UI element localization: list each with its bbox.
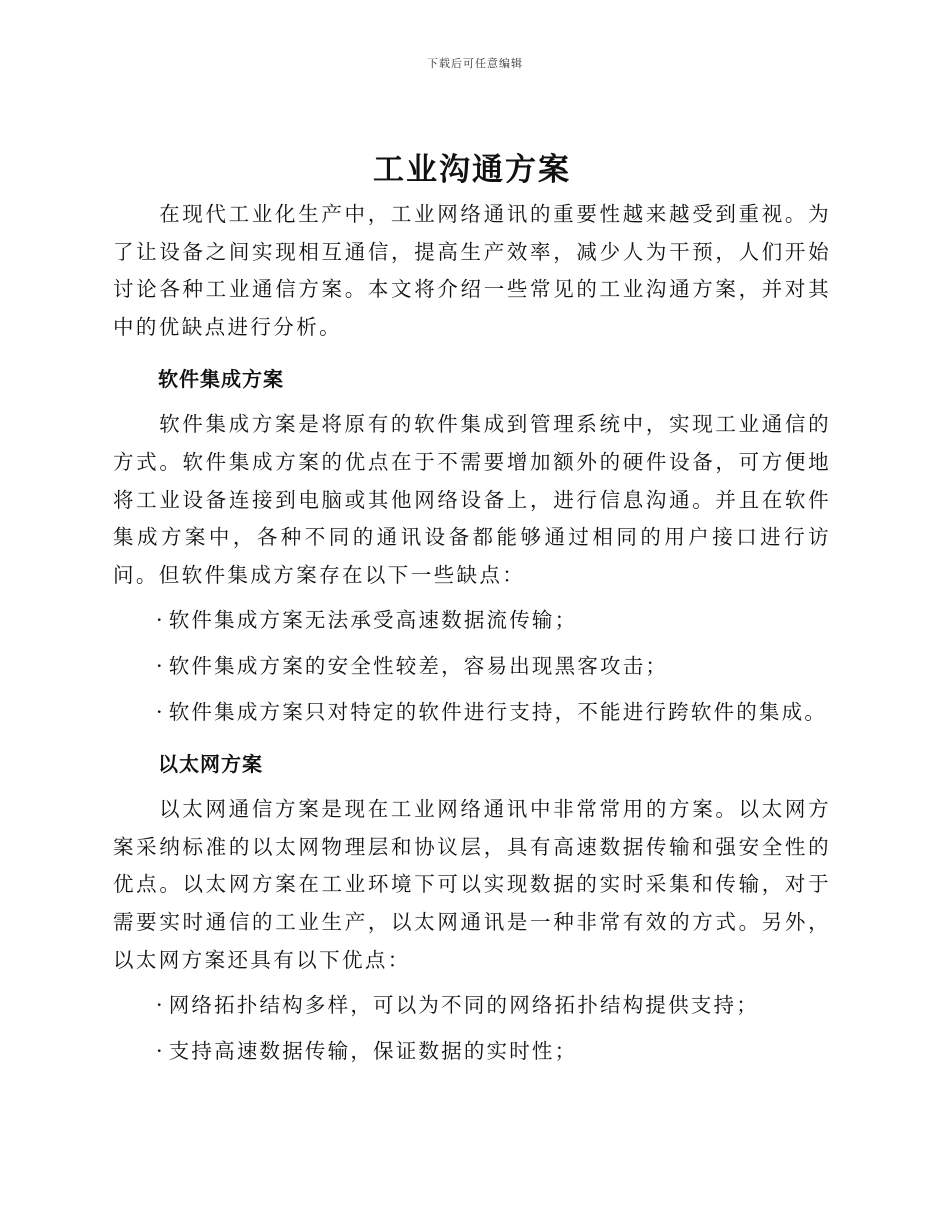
list-item-text: 网络拓扑结构多样，可以为不同的网络拓扑结构提供支持； — [168, 993, 759, 1018]
section-paragraph: 以太网通信方案是现在工业网络通讯中非常常用的方案。以太网方案采纳标准的以太网物理层和协议层，具有高速数据传输和强安全性的优点。以太网方案在工业环境下可以实现数据的实时采集和传输，对于需要实时通信的工业生产，以太网通讯是一种非常有效的方式。另外，以太网方案还具有以下优点： — [113, 797, 831, 972]
intro-paragraph: 在现代工业化生产中，工业网络通讯的重要性越来越受到重视。为了让设备之间实现相互通信，提高生产效率，减少人为干预，人们开始讨论各种工业通信方案。本文将介绍一些常见的工业沟通方案，并对其中的优缺点进行分析。 — [113, 202, 831, 339]
list-item — [156, 1033, 831, 1071]
bullet-marker: · — [156, 608, 165, 633]
section-heading: 以太网方案 — [158, 752, 263, 777]
bullet-marker: · — [156, 993, 165, 1018]
section-ethernet — [113, 746, 831, 1070]
section-heading: 软件集成方案 — [158, 367, 284, 392]
list-item-text: 软件集成方案只对特定的软件进行支持，不能进行跨软件的集成。 — [168, 699, 828, 724]
bullet-list — [113, 602, 831, 731]
list-item — [156, 602, 831, 640]
section-paragraph: 软件集成方案是将原有的软件集成到管理系统中，实现工业通信的方式。软件集成方案的优点在于不需要增加额外的硬件设备，可方便地将工业设备连接到电脑或其他网络设备上，进行信息沟通。并且在软件集成方案中，各种不同的通讯设备都能够通过相同的用户接口进行访问。但软件集成方案存在以下一些缺点： — [113, 412, 831, 587]
page-header-note: 下载后可任意编辑 — [427, 57, 523, 70]
bullet-marker: · — [156, 1038, 165, 1063]
section-software-integration — [113, 361, 831, 731]
list-item-text: 软件集成方案的安全性较差，容易出现黑客攻击； — [168, 653, 669, 678]
list-item — [156, 648, 831, 686]
bullet-marker: · — [156, 653, 165, 678]
list-item-text: 支持高速数据传输，保证数据的实时性； — [168, 1038, 578, 1063]
list-item — [156, 694, 831, 732]
document-title: 工业沟通方案 — [373, 152, 571, 188]
document-body — [113, 148, 831, 1084]
list-item-text: 软件集成方案无法承受高速数据流传输； — [168, 608, 578, 633]
bullet-marker: · — [156, 699, 165, 724]
bullet-list — [113, 987, 831, 1070]
list-item — [156, 987, 831, 1025]
